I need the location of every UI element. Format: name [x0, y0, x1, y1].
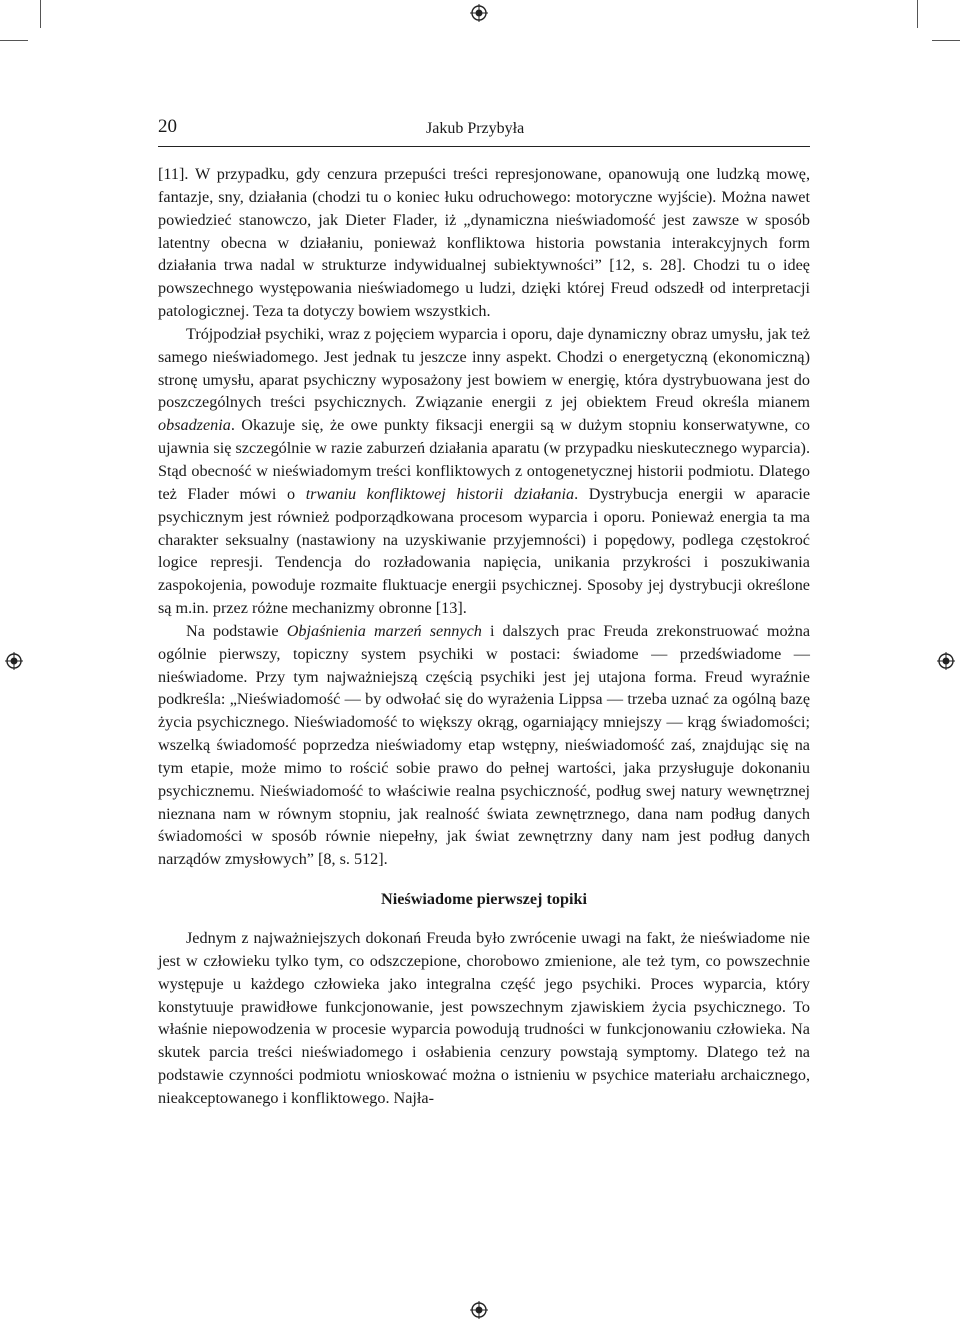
paragraph-4: Jednym z najważniejszych dokonań Freuda było zwrócenie uwagi na fakt, że nieświadome nie jest w człowieku tylko tym, co odszczepione, chorobowo zmienione, ale też tym, co powszechnie występuje u każdego człowieka jako integralna część jego psychiki. Proces wyparcia, który konstytuuje prawidłowe funkcjonowanie, jest powszechnym zjawiskiem życia psychicznego. To właśnie niepowodzenia w procesie wyparcia powodują trudności w funkcjonowaniu człowieka. Na skutek parcia treści nieświadomego i osłabienia cenzury powstają symptomy. Dlatego też na podstawie czynności podmiotu wnioskować można o istnieniu w psychice materiału archaicznego, nieakceptowanego i konfliktowego. Najła-	[158, 929, 810, 1107]
header-rule	[158, 146, 810, 147]
registration-mark-top	[470, 4, 488, 22]
page-number: 20	[158, 116, 177, 137]
paragraph-1	[158, 163, 810, 323]
book-title: Objaśnienia marzeń sennych	[286, 621, 482, 640]
crosshair-circle-icon	[5, 652, 23, 670]
registration-mark-bottom	[470, 1301, 488, 1319]
paragraph-2-text-a: Trójpodział psychiki, wraz z pojęciem wyparcia i oporu, daje dynamiczny obraz umysłu, jak też samego nieświadomego. Jest jednak tu jeszcze inny aspekt. Chodzi o energetyczną (ekonomiczną) stronę umysłu, aparat psychiczny wyposażony jest bowiem w energię, która dystrybuowana jest do poszczególnych treści psychicznych. Związanie energii z jej obiektem Freud określa mianem	[158, 324, 810, 412]
section-heading: Nieświadome pierwszej topiki	[381, 890, 587, 909]
paragraph-1-text: [11]. W przypadku, gdy cenzura przepuści treści represjonowane, opanowują one ludzką mowę, fantazje, sny, działania (chodzi tu o koniec łuku odruchowego: motoryczne wyjście). Można nawet powiedzieć stanowczo, jak Dieter Flader, iż „dynamiczna nieświadomość jest zawsze w sposób latentny obecna w działaniu, ponieważ konfliktowa historia powstania interakcyjnych form działania trwa nadal w strukturze indywidualnej subiektywności” [12, s. 28]. Chodzi tu o ideę powszechnego występowania nieświadomego u ludzi, dzięki której Freud odszedł od interpretacji patologicznej. Teza ta dotyczy bowiem wszystkich.	[158, 165, 810, 321]
paragraph-3-text-a: Na podstawie	[186, 621, 287, 640]
crop-mark-left-top	[0, 40, 28, 41]
paragraph-3-text-b: i dalszych prac Freuda zrekonstruować można ogólnie pierwszy, topiczny system psychiki w postaci: świadome — przedświadome — nieświadome. Przy tym najważniejszą częścią psychiki jest jej utajona forma. Freud wyraźnie podkreśla: „Nieświadomość — by odwołać się do wyrażenia Lippsa — trzeba uznać za ogólną bazę życia psychicznego. Nieświadomość to większy okrąg, ogarniający mniejszy — krąg świadomości; wszelką świadomość poprzedza nieświadomy etap wstępny, nieświadomość zaś, znajdując się na tym etapie, może mimo to rościć sobie prawo do pełnej wartości, jaka przysługuje dokonaniu psychicznemu. Nieświadomość to właściwie realna psychiczność, podług swej natury wewnętrznej nieznana nam w równym stopniu, jak realność świata zewnętrznego, dana nam podług danych świadomości w sposób równie niepełny, jak świat zewnętrzny dany nam jest podług danych narządów zmysłowych” [8, s. 512].	[158, 621, 811, 869]
paragraph-3	[158, 620, 810, 871]
crosshair-circle-icon	[470, 1301, 488, 1319]
paragraph-2	[158, 323, 810, 620]
term-trwaniu-konfliktowej-historii: trwaniu konfliktowej historii działania	[305, 484, 575, 503]
crop-mark-top-left	[40, 0, 41, 28]
crop-mark-top-right	[917, 0, 918, 28]
paragraph-2-text-c: . Dystrybucja energii w aparacie psychicznym jest również podporządkowana procesom wyparcia i oporu. Ponieważ energia ta ma charakter seksualny (nastawiony na uzyskiwanie przyjemności) i popędowy, podlega częstokroć logice represji. Tendencja do rozładowania napięcia, unikania przykrości i poszukiwania zaspokojenia, powoduje rozmaite fluktuacje energii psychicznej. Sposoby jej dystrybucji określone są m.in. przez różne mechanizmy obronne [13].	[158, 484, 811, 618]
registration-mark-left	[5, 652, 23, 670]
body-text	[158, 163, 810, 1110]
term-obsadzenia: obsadzenia	[158, 416, 231, 435]
paragraph-2-text-b: . Okazuje się, że owe punkty fiksacji energii są w dużym stopniu konserwatywne, co ujawnia się szczególnie w razie zaburzeń działania aparatu (w przypadku nieskutecznego wyparcia). Stąd obecność w nieświadomym treści konfliktowych z ontogenetycznej historii podmiotu. Dlatego też Flader mówi o	[158, 416, 810, 503]
page-header	[158, 112, 810, 142]
running-head-author: Jakub Przybyła	[426, 120, 525, 137]
registration-mark-right	[937, 652, 955, 670]
crosshair-circle-icon	[470, 4, 488, 22]
crosshair-circle-icon	[937, 652, 955, 670]
crop-mark-right-top	[932, 40, 960, 41]
